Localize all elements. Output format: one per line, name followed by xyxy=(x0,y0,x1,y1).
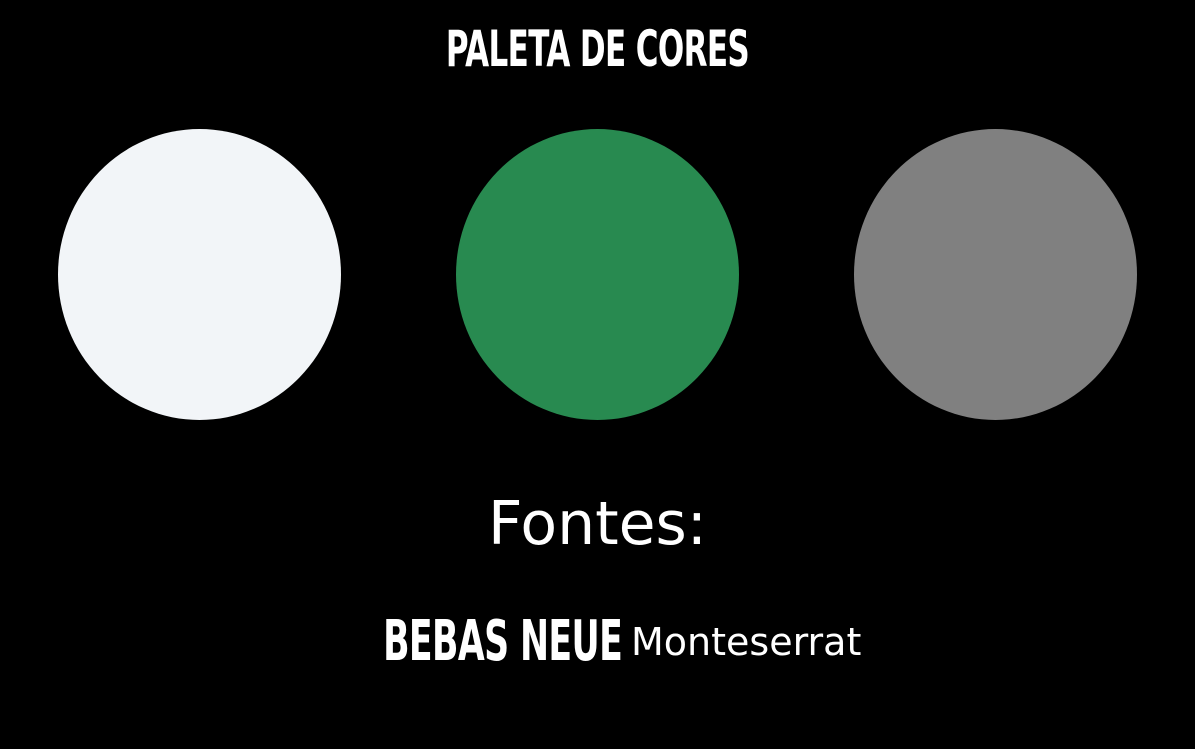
font-sample-bebas-neue: BEBAS NEUE xyxy=(383,609,623,674)
fonts-heading: Fontes: xyxy=(487,489,708,559)
page-title: PALETA DE CORES xyxy=(445,20,750,78)
color-swatch-white xyxy=(58,129,341,420)
color-swatch-gray xyxy=(854,129,1137,420)
color-swatch-green xyxy=(456,129,739,420)
font-sample-montserrat: Monteserrat xyxy=(631,620,862,664)
